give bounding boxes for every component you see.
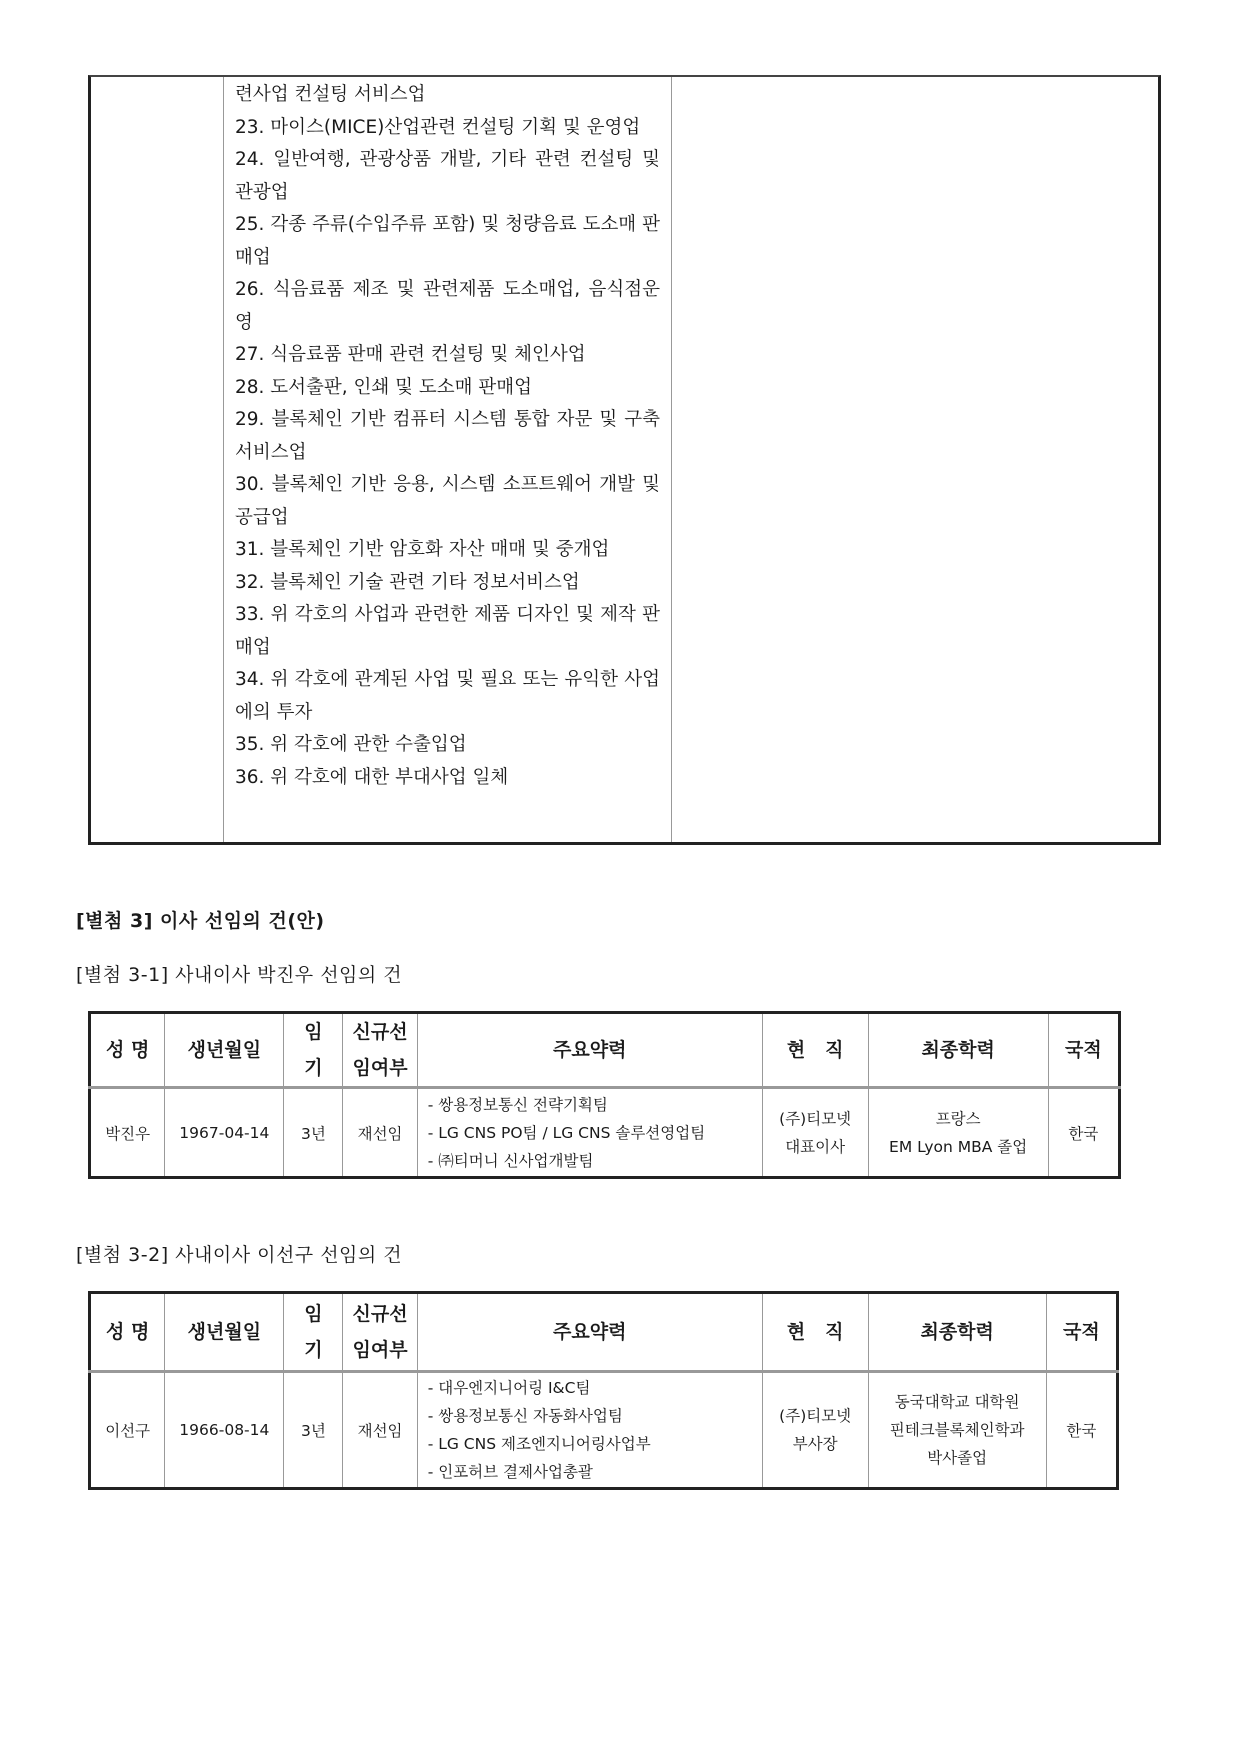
header-education: 최종학력 bbox=[868, 1293, 1046, 1372]
career-line: - ㈜티머니 신사업개발팀 bbox=[427, 1151, 594, 1170]
business-purpose-list bbox=[235, 79, 660, 794]
career-line: - 쌍용정보통신 자동화사업팀 bbox=[427, 1407, 623, 1425]
list-item: 29. 블록체인 기반 컴퓨터 시스템 통합 자문 및 구축서비스업 bbox=[235, 409, 660, 463]
header-term: 임 기 bbox=[284, 1293, 343, 1372]
column-divider bbox=[223, 77, 224, 842]
header-current-position: 현 직 bbox=[762, 1293, 868, 1372]
list-item: 23. 마이스(MICE)산업관련 컨설팅 기획 및 운영업 bbox=[235, 116, 641, 138]
list-item: 27. 식음료품 판매 관련 컨설팅 및 체인사업 bbox=[235, 344, 586, 365]
header-birth: 생년월일 bbox=[165, 1013, 284, 1088]
director-career bbox=[417, 1372, 762, 1489]
list-item: 24. 일반여행, 관광상품 개발, 기타 관련 컨설팅 및 관광업 bbox=[235, 149, 660, 203]
header-new-appointment: 신규선 임여부 bbox=[343, 1013, 417, 1088]
director-name: 박진우 bbox=[90, 1088, 165, 1178]
list-item: 26. 식음료품 제조 및 관련제품 도소매업, 음식점운영 bbox=[235, 279, 660, 333]
director-2-table bbox=[88, 1291, 1119, 1490]
director-current-position: (주)티모넷 대표이사 bbox=[762, 1088, 868, 1178]
list-item: 36. 위 각호에 대한 부대사업 일체 bbox=[235, 766, 509, 788]
director-1-table bbox=[88, 1011, 1121, 1179]
director-2-subtitle: [별첨 3-2] 사내이사 이선구 선임의 건 bbox=[76, 1244, 403, 1266]
header-name: 성 명 bbox=[90, 1293, 165, 1372]
career-line: - LG CNS 제조엔지니어링사업부 bbox=[427, 1435, 651, 1453]
header-name: 성 명 bbox=[90, 1013, 165, 1088]
list-item: 련사업 컨설팅 서비스업 bbox=[235, 84, 426, 105]
director-education: 프랑스 EM Lyon MBA 졸업 bbox=[868, 1088, 1048, 1178]
director-birth: 1966-08-14 bbox=[165, 1372, 284, 1489]
header-career: 주요약력 bbox=[417, 1293, 762, 1372]
header-education: 최종학력 bbox=[868, 1013, 1048, 1088]
director-nationality: 한국 bbox=[1046, 1372, 1117, 1489]
career-line: - 쌍용정보통신 전략기획팀 bbox=[427, 1095, 608, 1114]
header-birth: 생년월일 bbox=[165, 1293, 284, 1372]
director-current-position: (주)티모넷 부사장 bbox=[762, 1372, 868, 1489]
director-1-subtitle: [별첨 3-1] 사내이사 박진우 선임의 건 bbox=[76, 964, 403, 986]
director-appointment-type: 재선임 bbox=[343, 1088, 417, 1178]
header-nationality: 국적 bbox=[1048, 1013, 1119, 1088]
section-title: [별첨 3] 이사 선임의 건(안) bbox=[76, 910, 325, 932]
list-item: 35. 위 각호에 관한 수출입업 bbox=[235, 734, 467, 755]
list-item: 34. 위 각호에 관계된 사업 및 필요 또는 유익한 사업에의 투자 bbox=[235, 669, 660, 723]
list-item: 25. 각종 주류(수입주류 포함) 및 청량음료 도소매 판매업 bbox=[235, 214, 660, 268]
director-term: 3년 bbox=[284, 1088, 343, 1178]
list-item: 28. 도서출판, 인쇄 및 도소매 판매업 bbox=[235, 376, 533, 398]
list-item: 31. 블록체인 기반 암호화 자산 매매 및 중개업 bbox=[235, 539, 610, 560]
column-divider bbox=[671, 77, 672, 842]
header-career: 주요약력 bbox=[417, 1013, 762, 1088]
header-nationality: 국적 bbox=[1046, 1293, 1117, 1372]
header-term: 임 기 bbox=[284, 1013, 343, 1088]
list-item: 30. 블록체인 기반 응용, 시스템 소프트웨어 개발 및 공급업 bbox=[235, 474, 660, 528]
director-appointment-type: 재선임 bbox=[343, 1372, 417, 1489]
list-item: 33. 위 각호의 사업과 관련한 제품 디자인 및 제작 판매업 bbox=[235, 604, 660, 658]
header-new-appointment: 신규선 임여부 bbox=[343, 1293, 417, 1372]
header-current-position: 현 직 bbox=[762, 1013, 868, 1088]
director-nationality: 한국 bbox=[1048, 1088, 1119, 1178]
director-term: 3년 bbox=[284, 1372, 343, 1489]
list-item: 32. 블록체인 기술 관련 기타 정보서비스업 bbox=[235, 571, 580, 593]
business-purpose-table bbox=[88, 75, 1161, 845]
director-name: 이선구 bbox=[90, 1372, 165, 1489]
director-education: 동국대학교 대학원 핀테크블록체인학과 박사졸업 bbox=[868, 1372, 1046, 1489]
career-line: - 인포허브 결제사업총괄 bbox=[427, 1463, 593, 1481]
director-birth: 1967-04-14 bbox=[165, 1088, 284, 1178]
director-career bbox=[417, 1088, 762, 1178]
career-line: - LG CNS PO팀 / LG CNS 솔루션영업팀 bbox=[427, 1123, 706, 1142]
career-line: - 대우엔지니어링 I&C팀 bbox=[427, 1379, 591, 1397]
